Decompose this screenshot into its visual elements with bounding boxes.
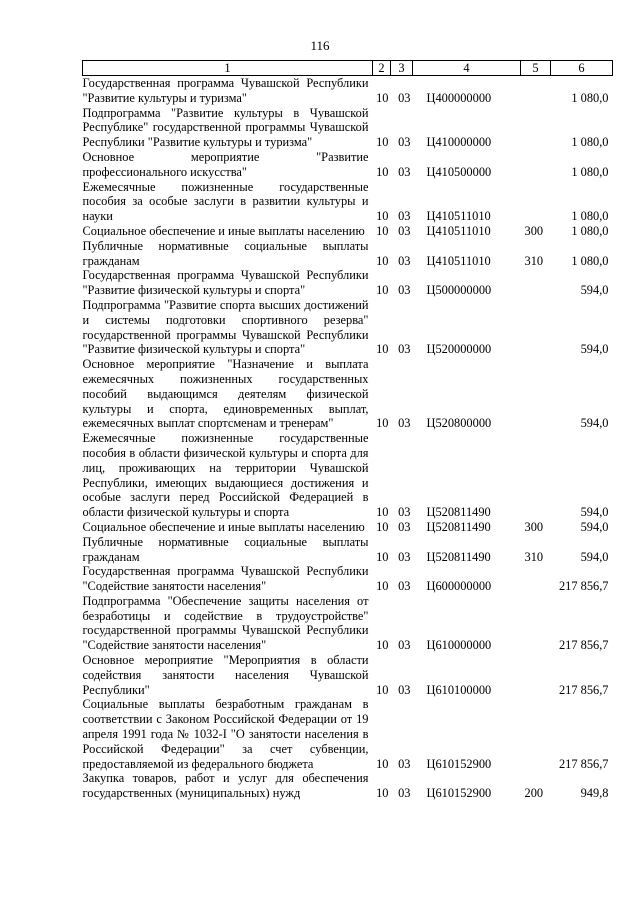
row-section: 10: [376, 682, 389, 697]
row-amount: 217 856,7: [558, 638, 609, 653]
header-col-3: 3: [391, 61, 413, 76]
row-expense-type: [521, 653, 551, 697]
row-expense-type: [521, 268, 551, 298]
row-name: Социальные выплаты безработным гражданам в соответствии с Законом Российской Федерации от 19 апреля 1991 года № 1032-I "О занятости населения в Российской Федерации" за счет субвенции, предоставляемой из федерального бюджета: [82, 697, 369, 771]
row-section: 10: [376, 638, 389, 653]
row-subsection: 03: [398, 416, 411, 431]
row-name: Основное мероприятие "Назначение и выплата ежемесячных пожизненных государственных пособий выдающимся деятелям физической культуры и спорта, единовременных выплат, ежемесячных выплат спортсменам и тренерам": [82, 357, 369, 431]
row-section: 10: [376, 253, 389, 268]
table-body: [83, 76, 613, 802]
row-expense-type: 300: [524, 223, 544, 238]
row-name: Ежемесячные пожизненные государственные пособия за особые заслуги в развитии культуры и науки: [82, 179, 369, 224]
row-name: Государственная программа Чувашской Республики "Развитие физической культуры и спорта": [82, 268, 369, 298]
table-row: [83, 520, 613, 535]
row-target-code: Ц410000000: [426, 135, 492, 150]
row-amount: 1 080,0: [571, 164, 609, 179]
table-row: [83, 298, 613, 357]
row-subsection: 03: [398, 253, 411, 268]
row-target-code: Ц520800000: [426, 416, 492, 431]
row-subsection: 03: [398, 90, 411, 105]
row-expense-type: [521, 357, 551, 431]
row-target-code: Ц610152900: [426, 786, 492, 801]
table-row: [83, 239, 613, 269]
row-expense-type: [521, 431, 551, 520]
header-col-1: 1: [83, 61, 373, 76]
row-amount: 594,0: [580, 549, 609, 564]
table-row: [83, 357, 613, 431]
row-target-code: Ц410511010: [426, 253, 491, 268]
row-section: 10: [376, 549, 389, 564]
row-subsection: 03: [398, 549, 411, 564]
row-subsection: 03: [398, 638, 411, 653]
row-name: Подпрограмма "Развитие культуры в Чувашской Республике" государственной программы Чувашской Республики "Развитие культуры и туризма": [82, 105, 369, 150]
row-section: 10: [376, 579, 389, 594]
header-col-5: 5: [521, 61, 551, 76]
row-target-code: Ц520811490: [426, 505, 491, 520]
row-subsection: 03: [398, 579, 411, 594]
row-expense-type: [521, 180, 551, 224]
row-subsection: 03: [398, 786, 411, 801]
row-section: 10: [376, 342, 389, 357]
table-row: [83, 431, 613, 520]
table-row: [83, 653, 613, 697]
header-col-6: 6: [551, 61, 613, 76]
table-row: [83, 697, 613, 771]
row-expense-type: [521, 564, 551, 594]
row-amount: 1 080,0: [571, 223, 609, 238]
row-target-code: Ц500000000: [426, 283, 492, 298]
row-section: 10: [376, 786, 389, 801]
row-name: Социальное обеспечение и иные выплаты населению: [82, 519, 365, 534]
row-name: Государственная программа Чувашской Республики "Содействие занятости населения": [82, 564, 369, 594]
header-col-2: 2: [373, 61, 391, 76]
row-name: Основное мероприятие "Мероприятия в области содействия занятости населения Чувашской Республики": [82, 653, 369, 697]
row-name: Подпрограмма "Развитие спорта высших достижений и системы подготовки спортивного резерва" государственной программы Чувашской Республики "Развитие физической культуры и спорта": [82, 297, 369, 357]
row-target-code: Ц410511010: [426, 209, 491, 224]
row-subsection: 03: [398, 209, 411, 224]
row-amount: 594,0: [580, 283, 609, 298]
row-amount: 594,0: [580, 519, 609, 534]
row-amount: 594,0: [580, 505, 609, 520]
row-section: 10: [376, 756, 389, 771]
row-name: Ежемесячные пожизненные государственные пособия в области физической культуры и спорта для лиц, проживающих на территории Чувашской Республики, имеющих выдающиеся достижения и особые заслуги перед Российской Федерацией в области физической культуры и спорта: [82, 431, 369, 520]
row-section: 10: [376, 164, 389, 179]
row-section: 10: [376, 223, 389, 238]
row-name: Закупка товаров, работ и услуг для обеспечения государственных (муниципальных) нужд: [82, 771, 369, 801]
row-expense-type: [521, 106, 551, 150]
row-section: 10: [376, 416, 389, 431]
row-subsection: 03: [398, 342, 411, 357]
row-subsection: 03: [398, 756, 411, 771]
row-subsection: 03: [398, 283, 411, 298]
row-expense-type: [521, 150, 551, 180]
table-row: [83, 268, 613, 298]
row-subsection: 03: [398, 505, 411, 520]
row-expense-type: [521, 298, 551, 357]
table-row: [83, 180, 613, 224]
budget-table: [82, 60, 612, 801]
row-name: Публичные нормативные социальные выплаты гражданам: [82, 534, 369, 564]
row-amount: 949,8: [580, 786, 609, 801]
row-amount: 1 080,0: [571, 135, 609, 150]
row-expense-type: [521, 697, 551, 771]
row-target-code: Ц520000000: [426, 342, 492, 357]
row-target-code: Ц600000000: [426, 579, 492, 594]
row-amount: 217 856,7: [558, 579, 609, 594]
row-amount: 594,0: [580, 342, 609, 357]
row-section: 10: [376, 90, 389, 105]
row-target-code: Ц520811490: [426, 549, 491, 564]
row-amount: 217 856,7: [558, 682, 609, 697]
row-target-code: Ц410500000: [426, 164, 492, 179]
table-row: [83, 564, 613, 594]
row-target-code: Ц410511010: [426, 223, 491, 238]
row-section: 10: [376, 283, 389, 298]
row-section: 10: [376, 505, 389, 520]
row-subsection: 03: [398, 223, 411, 238]
row-name: Социальное обеспечение и иные выплаты населению: [82, 223, 365, 238]
header-row: [83, 61, 613, 76]
row-target-code: Ц610100000: [426, 682, 492, 697]
table-row: [83, 150, 613, 180]
row-subsection: 03: [398, 164, 411, 179]
row-section: 10: [376, 519, 389, 534]
row-name: Подпрограмма "Обеспечение защиты населения от безработицы и содействие в трудоустройстве" государственной программы Чувашской Республики "Содействие занятости населения": [82, 593, 369, 653]
row-section: 10: [376, 209, 389, 224]
row-amount: 217 856,7: [558, 756, 609, 771]
row-target-code: Ц400000000: [426, 90, 492, 105]
row-amount: 1 080,0: [571, 90, 609, 105]
row-target-code: Ц520811490: [426, 519, 491, 534]
row-name: Основное мероприятие "Развитие профессионального искусства": [82, 149, 369, 179]
table-row: [83, 76, 613, 106]
table-row: [83, 224, 613, 239]
row-section: 10: [376, 135, 389, 150]
row-expense-type: [521, 76, 551, 106]
table-row: [83, 535, 613, 565]
row-amount: 1 080,0: [571, 253, 609, 268]
page-number: 116: [310, 38, 330, 53]
row-name: Публичные нормативные социальные выплаты гражданам: [82, 238, 369, 268]
row-subsection: 03: [398, 682, 411, 697]
row-expense-type: 300: [524, 519, 544, 534]
header-col-4: 4: [413, 61, 521, 76]
row-amount: 594,0: [580, 416, 609, 431]
row-expense-type: 200: [524, 786, 544, 801]
row-expense-type: [521, 594, 551, 653]
row-expense-type: 310: [524, 549, 544, 564]
row-amount: 1 080,0: [571, 209, 609, 224]
table-row: [83, 771, 613, 801]
row-subsection: 03: [398, 519, 411, 534]
row-expense-type: 310: [524, 253, 544, 268]
row-name: Государственная программа Чувашской Республики "Развитие культуры и туризма": [82, 76, 369, 105]
table-row: [83, 106, 613, 150]
row-target-code: Ц610000000: [426, 638, 492, 653]
table-row: [83, 594, 613, 653]
row-target-code: Ц610152900: [426, 756, 492, 771]
row-subsection: 03: [398, 135, 411, 150]
